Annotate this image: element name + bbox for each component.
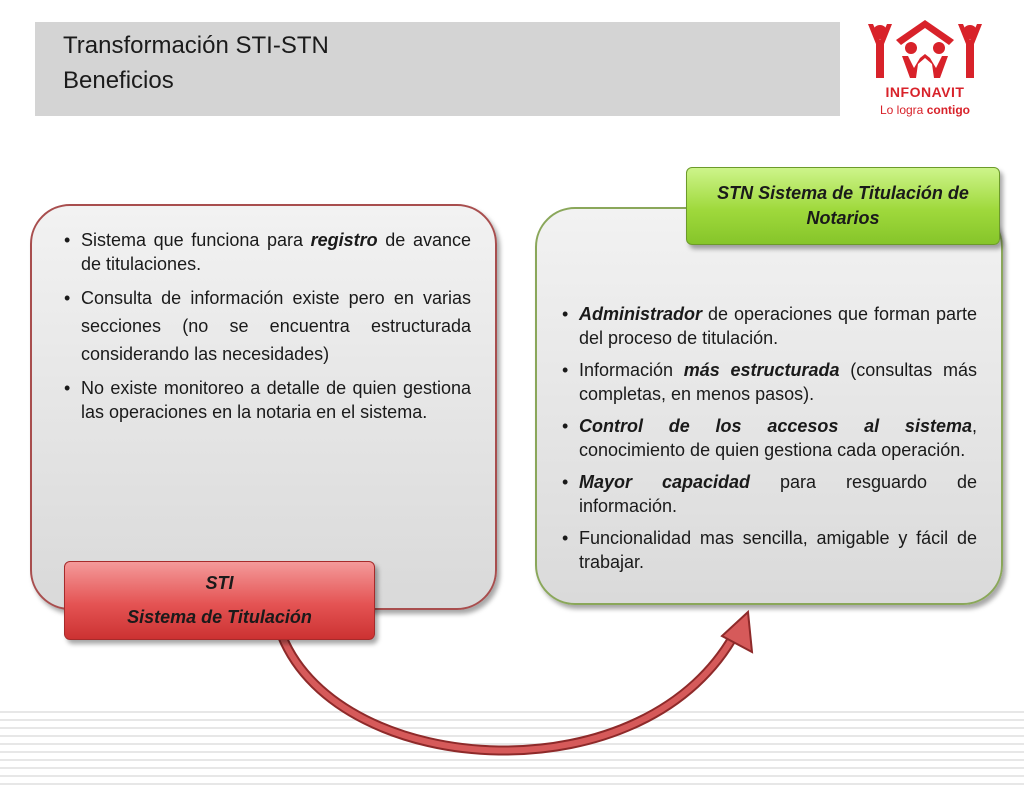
infonavit-logo (862, 18, 988, 122)
logo-slogan-bold: contigo (926, 103, 971, 117)
sti-bullet-list (64, 228, 471, 432)
stn-bullet-1: • Administrador de operaciones que forman parte del proceso de titulación. (562, 302, 977, 350)
sti-bullet-3: • No existe monitoreo a detalle de quien gestiona las operaciones en la notaria en el sistema. (64, 376, 471, 424)
infonavit-figures-icon (866, 18, 984, 82)
logo-slogan-prefix: Lo logra (879, 103, 927, 117)
sti-bullet-1: • Sistema que funciona para registro de avance de titulaciones. (64, 228, 471, 276)
sti-badge-line1: STI (205, 573, 234, 593)
stn-badge-line2: Notarios (806, 208, 880, 228)
stn-badge (686, 167, 1000, 245)
stn-bullet-3: • Control de los accesos al sistema, conocimiento de quien gestiona cada operación. (562, 414, 977, 462)
sti-badge-line2: Sistema de Titulación (127, 607, 312, 627)
page-title: Transformación STI-STN (63, 32, 329, 59)
sti-badge (64, 561, 375, 640)
background-stripes (0, 705, 1024, 791)
stn-bullet-5: • Funcionalidad mas sencilla, amigable y fácil de trabajar. (562, 526, 977, 574)
stn-panel (535, 207, 1003, 605)
stn-bullet-4: • Mayor capacidad para resguardo de información. (562, 470, 977, 518)
page-subtitle: Beneficios (63, 67, 174, 94)
title-bar (35, 22, 840, 116)
logo-slogan (862, 103, 988, 117)
stn-badge-line1: STN Sistema de Titulación de (717, 183, 969, 203)
stn-bullet-list (562, 302, 977, 582)
sti-bullet-2: • Consulta de información existe pero en varias secciones (no se encuentra estructurada considerando las necesidades) (64, 284, 471, 368)
stn-bullet-2: • Información más estructurada (consultas más completas, en menos pasos). (562, 358, 977, 406)
logo-name: INFONAVIT (885, 84, 965, 100)
sti-panel (30, 204, 497, 610)
